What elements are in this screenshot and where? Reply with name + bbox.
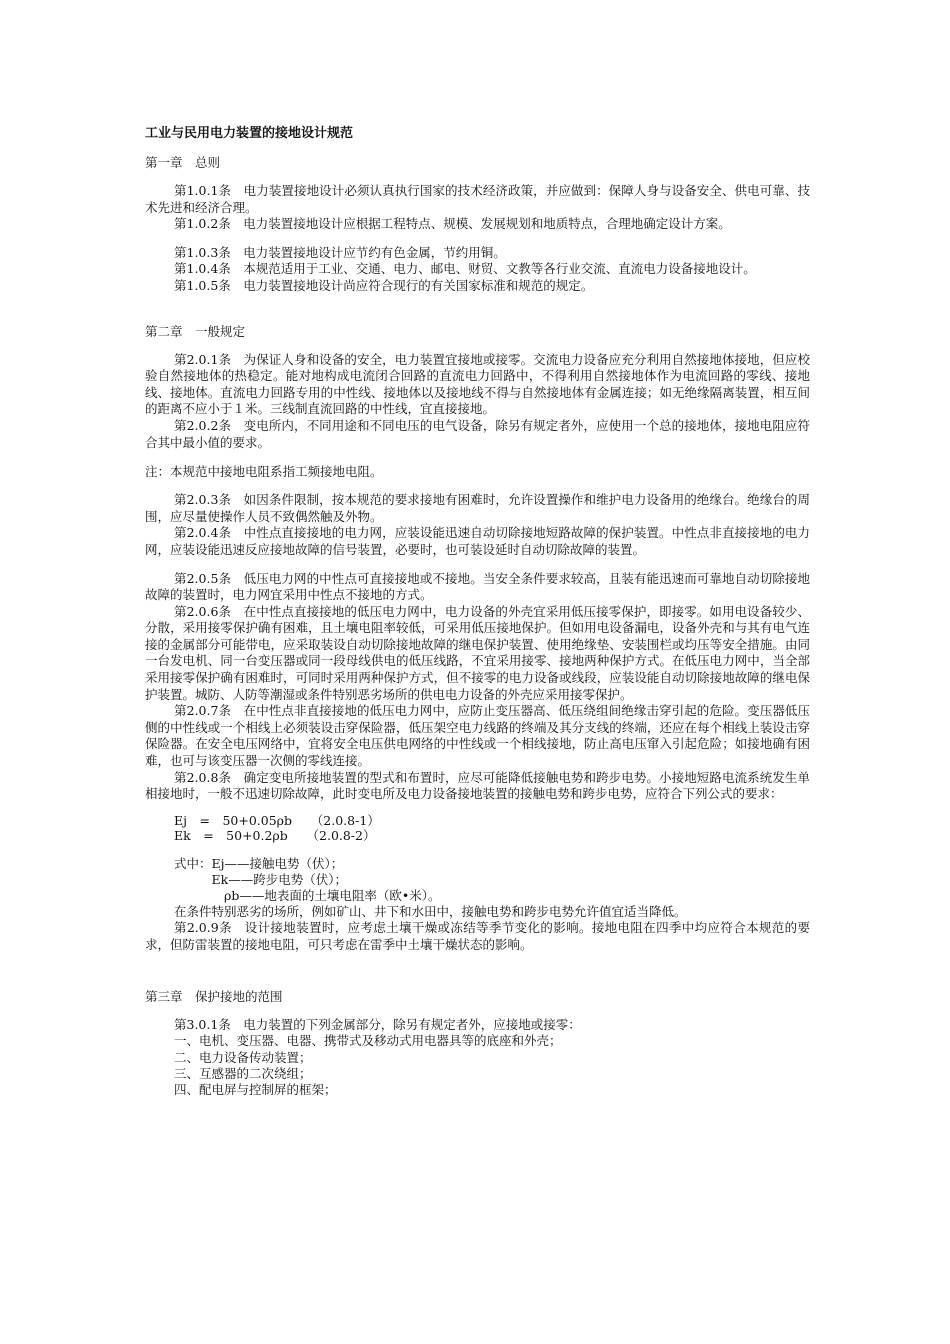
- list-item: 一、电机、变压器、电器、携带式及移动式用电器具等的底座和外壳；: [174, 1033, 562, 1049]
- chapter-3-heading: 第三章 保护接地的范围: [145, 988, 283, 1004]
- clause-3-0-1: 第3.0.1条 电力装置的下列金属部分，除另有规定者外，应接地或接零：: [174, 1016, 581, 1032]
- clause-2-0-3: 第2.0.3条 如因条件限制，按本规范的要求接地有困难时，允许设置操作和维护电力设备用的绝缘台。绝缘台的周围，应尽量使操作人员不致偶然触及外物。: [145, 492, 810, 524]
- clause-2-0-6: 第2.0.6条 在中性点直接接地的低压电力网中，电力设备的外壳宜采用低压接零保护，即接零。如用电设备较少、分散，采用接零保护确有困难，且土壤电阻率较低，可采用低压接地保护。但如用电设备漏电，设备外壳和与其有电气连接的金属部分可能带电，应采取装设自动切除接地故障的继电保护装置、使用绝缘垫、安装围栏或均压等安全措施。由同一台发电机、同一台变压器或同一段母线供电的低压线路，不宜采用接零、接地两种保护方式。在低压电力网中，当全部采用接零保护确有困难时，可同时采用两种保护方式，但不接零的电力设备或线段，应装设能自动切除接地故障的继电保护装置。城防、人防等潮湿或条件特别恶劣场所的供电电力设备的外壳应采用接零保护。: [145, 603, 810, 702]
- note: 注：本规范中接地电阻系指工频接地电阻。: [145, 464, 383, 480]
- clause-1-0-1: 第1.0.1条 电力装置接地设计必须认真执行国家的技术经济政策，并应做到：保障人身与设备安全、供电可靠、技术先进和经济合理。: [145, 183, 810, 215]
- clause-1-0-2: 第1.0.2条 电力装置接地设计应根据工程特点、规模、发展规划和地质特点，合理地确定设计方案。: [174, 216, 731, 232]
- clause-2-0-8-continued: 在条件特别恶劣的场所，例如矿山、井下和水田中，接触电势和跨步电势允许值宜适当降低。: [174, 903, 687, 919]
- legend-rho: ρb——地表面的土壤电阻率（欧•米）。: [174, 887, 441, 903]
- clause-2-0-9: 第2.0.9条 设计接地装置时，应考虑土壤干燥或冻结等季节变化的影响。接地电阻在四季中均应符合本规范的要求，但防雷装置的接地电阻，可只考虑在雷季中土壤干燥状态的影响。: [145, 920, 810, 952]
- list-item: 二、电力设备传动装置；: [174, 1049, 312, 1065]
- clause-2-0-7: 第2.0.7条 在中性点非直接接地的低压电力网中，应防止变压器高、低压绕组间绝缘击穿引起的危险。变压器低压侧的中性线或一个相线上必须装设击穿保险器，低压架空电力线路的终端及其分支线的终端，还应在每个相线上装设击穿保险器。在安全电压网络中，宜将安全电压供电网络的中性线或一个相线接地，防止高电压窜入引起危险；如接地确有困难，也可与该变压器一次侧的零线连接。: [145, 703, 810, 769]
- clause-2-0-5: 第2.0.5条 低压电力网的中性点可直接接地或不接地。当安全条件要求较高，且装有能迅速而可靠地自动切除接地故障的装置时，电力网宜采用中性点不接地的方式。: [145, 570, 810, 603]
- clause-2-0-2: 第2.0.2条 变电所内，不同用途和不同电压的电气设备，除另有规定者外，应使用一个总的接地体，接地电阻应符合其中最小值的要求。: [145, 417, 810, 450]
- chapter-2-heading: 第二章 一般规定: [145, 323, 246, 339]
- clause-2-0-1: 第2.0.1条 为保证人身和设备的安全，电力装置宜接地或接零。交流电力设备应充分利用自然接地体接地，但应校验自然接地体的热稳定。能对地构成电流闭合回路的直流电力回路中，不得利用自然接地体作为电流回路的零线、接地线、接地体。直流电力回路专用的中性线、接地体以及接地线不得与自然接地体有金属连接；如无绝缘隔离装置，相互间的距离不应小于１米。三线制直流回路的中性线，宜直接接地。: [145, 351, 810, 417]
- formula-legend: [174, 856, 810, 904]
- list-item: 四、配电屏与控制屏的框架；: [174, 1082, 337, 1098]
- clause-1-0-3: 第1.0.3条 电力装置接地设计应节约有色金属，节约用铜。: [174, 244, 506, 260]
- chapter-1-heading: 第一章 总则: [145, 155, 221, 170]
- legend-ek: Ek——跨步电势（伏）；: [174, 871, 347, 887]
- clause-2-0-4: 第2.0.4条 中性点直接接地的电力网，应装设能迅速自动切除接地短路故障的保护装置。中性点非直接接地的电力网，应装设能迅速反应接地故障的信号装置，必要时，也可装设延时自动切除故障的装置。: [145, 525, 810, 557]
- list-item: 三、互感器的二次绕组；: [174, 1066, 312, 1081]
- clause-1-0-4: 第1.0.4条 本规范适用于工业、交通、电力、邮电、财贸、文教等各行业交流、直流电力设备接地设计。: [174, 261, 756, 277]
- clause-2-0-8: 第2.0.8条 确定变电所接地装置的型式和布置时，应尽可能降低接触电势和跨步电势。小接地短路电流系统发生单相接地时，一般不迅速切除故障，此时变电所及电力设备接地装置的接触电势和跨步电势，应符合下列公式的要求：: [145, 769, 810, 802]
- document-title: 工业与民用电力装置的接地设计规范: [145, 126, 354, 141]
- clause-1-0-5: 第1.0.5条 电力装置接地设计尚应符合现行的有关国家标准和规范的规定。: [174, 277, 594, 293]
- formula-2-0-8-2: Ek = 50+0.2ρb （2.0.8-2）: [174, 828, 376, 844]
- document-body: [145, 125, 810, 1099]
- formula-2-0-8-1: Ej = 50+0.05ρb （2.0.8-1）: [174, 812, 380, 828]
- legend-ej: 式中：Ej——接触电势（伏）；: [174, 855, 344, 871]
